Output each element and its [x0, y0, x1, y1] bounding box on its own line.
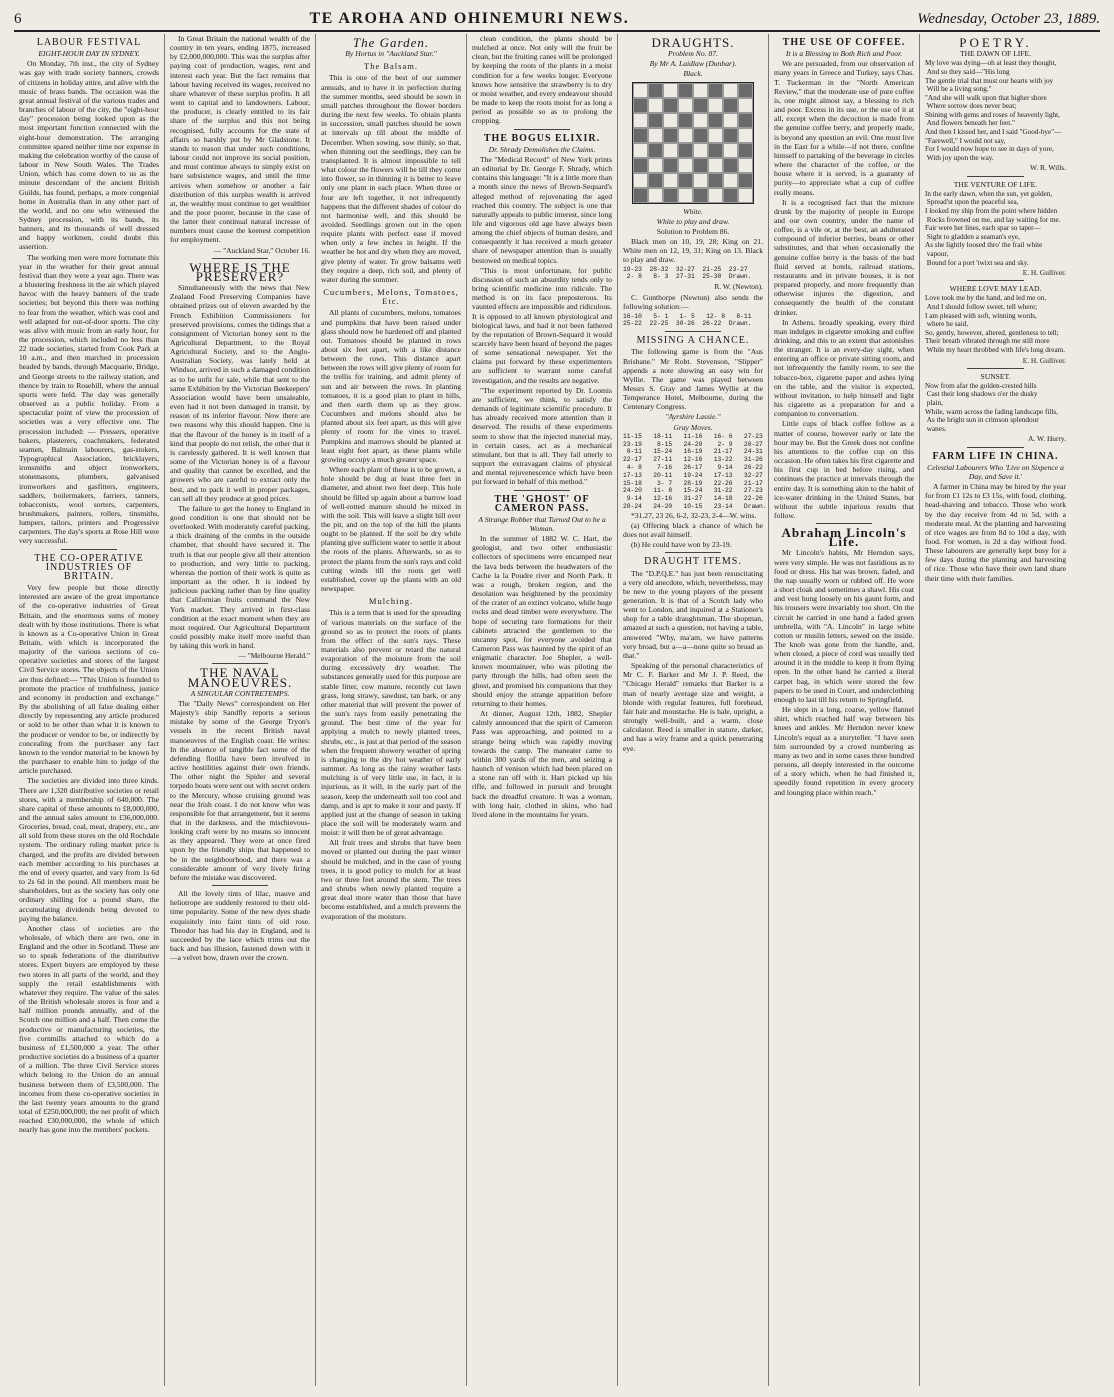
poem-author: E. H. Gulliver.: [1022, 268, 1066, 278]
paragraph: The working men were more fortunate this year in the weather for their great annual festival than they were a year ago. There was a blustering freshness in the air which played havoc with the heavy banners of the trade societies; but beyond this there was nothing to fear from the weather, which was cool and well adapted for out-of-door sports. The city was alive with music from an early hour, for the procession, which included no less than 22 trade societies, started from Cook Park at 10 a.m., and then marched in procession headed by bands, through Macquarie, Bridge, and George streets to the railway station, and thence by train to Rosehill, where the annual sports were held. The day was generally observed as a public holiday. From a spectacular point of view the procession of societies was a very effective one. The procession included: — Pressers, operative bakers, plasterers, coachmakers, federated seamen, Balmain labourers, gas-stokers, Typographical Association, bricklayers, ironsmiths and object ironworkers, stonemasons, plumbers, galvanised ironworkers and gasfitters, engineers, saddlers, boilermakers, farriers, tanners, tobacconists, wool sorters, carpenters, brushmakers, painters, rollers, tinsmiths, lumpers, tailors, printers and Progressive carpenters. The day's sports at Rose Hill were very successful.: [19, 252, 159, 546]
solver: R. W. (Newton).: [714, 282, 763, 292]
paragraph: Speaking of the personal characteristics of Mr C. F. Barker and Mr J. P. Reed, the "Chicago Herald" remarks that Barker is a man of nearly average size and weight, a blonde with regular features, full forehead, fair hair and moustache. He is hale, upright, a strongly well-built, and a warm, close calculator. Reed is smaller in stature, darker, and has a wiry frame and a quick penetrating eye.: [623, 661, 763, 753]
board-square: [663, 143, 678, 158]
divider: [967, 447, 1023, 448]
paragraph: In Athens, broadly speaking, every third man indulges in cigarette smoking and coffee drinking, and this to an extent that astonishes the stranger. It is an every-day sight, when entering an office or private sitting room, and not infrequently the family room, to see the tobacco-box, cigarette paper and ashes lying on the table, and the visitor is expected, without invitation, to help himself and light his cigarette as a preparation for and a companion to conversation.: [774, 317, 914, 419]
headline-co-operative: THE CO-OPERATIVE INDUSTRIES OF BRITAIN.: [34, 552, 144, 582]
board-square: [663, 173, 678, 188]
subhead: Dr. Shrady Demolishes the Claims.: [488, 144, 596, 154]
paragraph: "This is most unfortunate, for public discussion of such an absurdity tends only to bring scientific medicine into ridicule. The method is on its face preposterous. Its vaunted effects are impossible and ridiculous. It is opposed to all known physiological and biological laws, and had it not been fathered by the reputation of Brown-Sequard it would scarcely have been heard of beyond the pages of some sensational newspaper. Yet the claims put forward by these experimenters are sufficient to warrant some careful investigation, and the results are negative.: [472, 265, 612, 385]
headline-missing-chance: MISSING A CHANCE.: [636, 335, 750, 347]
paragraph: All fruit trees and shrubs that have been moved or planted out during the past winter should be mulched, and in the case of young trees, it is good policy to mulch for at least two or three feet around the stem. The trees and shrubs when newly planted require a great deal more water than those that have become established, and a mulch prevents the evaporation of the moisture.: [321, 838, 461, 921]
solution-title: Solution to Problem 86.: [656, 226, 730, 236]
poem-author: A. W. Hurry.: [1028, 434, 1066, 444]
board-square: [693, 158, 708, 173]
paragraph: This is one of the best of our summer annuals, and to have it in perfection during the summer months, seed should be sown in small patches throughout the flower borders during the next few weeks. To obtain plants in succession, small patches should be sown at intervals up till about the middle of December. When sowing, sow thinly, so that, when thinning out the seedlings, they can be transplanted. It is almost impossible to tell what colour the flowers will be till they come into flower, so in thinning it is better to leave only one plant in each place. When three or four are left together, it not infrequently happens that the different shades of colour do not harmonise well, and this should be avoided. Seedlings grown out in the open require plants with perfect ease if moved when only a few inches in height. If the weather be hot and dry when they are moved, give plenty of water. To grow balsams well they require a deep, rich soil, and plenty of water during the summer.: [321, 73, 461, 284]
board-square: [693, 128, 708, 143]
headline-naval-manoeuvres: THE NAVAL MANOEUVRES.: [187, 665, 293, 690]
paragraph: He slept in a long, coarse, yellow flannel shirt, which reached half way between his knees and ankles. Mr Herndon never knew Lincoln's equal as a storyteller. "I have seen him surrounded by a crowd numbering as many as two and in some cases three hundred persons, all deeply interested in the outcome of a story which, when he had finished it, speedily found repetition in every grocery and lounging place within reach.": [774, 705, 914, 797]
paragraph: We are persuaded, from our observation of many years in Greece and Turkey, says Chas. T. Tuckerman in the "North American Review," that the moderate use of pure coffee is, one might almost say, a blessing to rich and poor. Excess in its use, or the use of it at all, except when the decoction is made from the genuine coffee berry, and properly made, is beyond any question an evil. One must live in the East for a while—if not there, confine himself to partaking of the beverage in circles where the character of the coffee, or the house where it is served, is a guaranty of purity—to appreciate what a cup of coffee really means.: [774, 59, 914, 197]
headline-draught-items: DRAUGHT ITEMS.: [644, 556, 742, 568]
board-square: [648, 173, 663, 188]
board-square: [678, 98, 693, 113]
issue-date: Wednesday, October 23, 1889.: [917, 11, 1100, 27]
board-square: [693, 83, 708, 98]
board-square: [633, 83, 648, 98]
board-square: [723, 113, 738, 128]
headline-draughts: DRAUGHTS.: [651, 35, 735, 50]
board-square: [738, 143, 753, 158]
board-square: [648, 158, 663, 173]
headline-garden: The Garden.: [352, 35, 430, 50]
subhead: A SINGULAR CONTRETEMPS.: [190, 688, 290, 698]
headline-labour-festival: LABOUR FESTIVAL: [36, 37, 142, 48]
paragraph: All the lovely tints of lilac, mauve and heliotrope are suddenly restored to their old-time popularity. Some of the new dyes shade exquisitely into faint tints of old rose. Theodor has had his day in England, and is succeeded by the lace which trims out the back and has illusion, fastened down with it—a velvet bow, drawn over the crown.: [170, 889, 310, 963]
paragraph: Mr Lincoln's habits, Mr Herndon says, were very simple. He was not fastidious as to food or dress. His hat was brown, faded, and the nap usually worn or rubbed off. He wore a short cloak and sometimes a shawl. His coat and vest hung loosely on his gaunt form, and his trousers were invariably too short. On the circuit he carried in one hand a faded green umbrella, with "A. Lincoln" in large white cotton or muslin letters, sewed on the inside. The knob was gone from the handle, and, when closed, a piece of cord was usually tied around it in the middle to keep it from flying open. In the other hand he carried a literal carpet bag, in which were stored the few papers to be used in Court, and underclothing enough to last till his return to Springfield.: [774, 548, 914, 704]
board-caption: White to play and draw.: [656, 216, 730, 226]
column-6: [769, 34, 920, 1386]
column-2: [165, 34, 316, 1386]
column-7: [920, 34, 1071, 1386]
board-square: [663, 188, 678, 203]
divider: [212, 258, 268, 259]
headline-farm-life-china: FARM LIFE IN CHINA.: [932, 450, 1059, 462]
problem-number: Problem No. 87.: [668, 49, 718, 59]
board-square: [708, 128, 723, 143]
paragraph: In Great Britain the national wealth of the country in ten years, ending 1875, increased by £2,000,000,000. This was the surplus after paying cost of production, wages, rent and interest each year. But the fact remains that labour having received its wages, received no share whatever of these surplus profits. It all went to capital and to landowners. Labour, the producer, is clearly entitled to its fair share of the surplus and this not being recognised, fully accounts for the state of affairs so harshly put by Mr Gladstone. It stands to reason that under such conditions, labour could not improve its social position, and must continue always to simply exist on bare subsistence wages, and until the time arrives when somehow or another a fair distribution of this surplus wealth is arrived at, the wealthy must continue to get wealthier and the poor poorer, because in the case of the latter their continual natural increase of numbers must cause the keenest competition for employment.: [170, 34, 310, 245]
board-square: [663, 98, 678, 113]
subhead: EIGHT-HOUR DAY IN SYDNEY.: [38, 49, 140, 59]
board-square: [723, 188, 738, 203]
paragraph: The "Medical Record" of New York prints an editorial by Dr. George F. Shrady, which contains this language: "It is a little more than a month since the news of Brown-Sequard's alleged method of rejuvenating the aged reached this country. The subject is one that naturally appeals to public interest, since long life and vigorous old age have always been among the chief objects of human desire, and consequently it has received a much greater share of newspaper attention than is usually bestowed on medical topics.: [472, 154, 612, 265]
subhead-mulching: Mulching.: [368, 596, 414, 607]
board-square: [663, 113, 678, 128]
board-square: [738, 98, 753, 113]
board-square: [723, 83, 738, 98]
board-square: [633, 128, 648, 143]
board-square: [738, 113, 753, 128]
paragraph: The societies are divided into three kinds. There are 1,320 distributive societies or retail stores, with a membership of 640,000. The share capital of these amounts to £8,000,000, and the annual sales amount to £36,000,000. Groceries, bread, coal, meat, drapery, etc., are all sold from these stores on the old Rochdale system. The ordinary ruling market price is charged, and the profits are divided between each member according to his purchases at the end of every quarter, and vary from 1s 6d to 2s 6d in the pound. All members must be shareholders, but as the society has only one ordinary shilling for a pound share, the accumulating dividends being devoted to paying the balance.: [19, 776, 159, 923]
board-square: [708, 158, 723, 173]
opening-name: "Ayrshire Lassie.": [665, 412, 721, 422]
paragraph: The "Daily News" correspondent on Her Majesty's ship Sandfly reports a serious mistake by some of the George Tryon's vessels in the recent British naval manoeuvres of the English coast. He writes: In the absence of tangible fact some of the defending flotilla have been involved in active hostilities against their own friends. The other night the Spider and several torpedo boats were sent out with secret orders to the Mercury, whose cruising ground was near the Irish coast. I do not know who was responsible for that arrangement, but it seems that in the darkness, and the mischievous-looking craft were by no means so innocent as they appeared. They were at once fired upon by the friendly ships that happened to be in the neighbourhood, and there was a considerable amount of very lively firing before the mistake was discovered.: [170, 698, 310, 882]
note: (b) He could have won by 23-19.: [631, 540, 732, 550]
subhead: A Strange Robber that Turned Out to be a Woman.: [478, 514, 606, 533]
subhead-cucumbers: Cucumbers, Melons, Tomatoes, Etc.: [323, 287, 459, 307]
paragraph: Where each plant of these is to be grown, a hole should be dug at least three feet in diameter, and about two feet deep. This hole should be filled up again about a barrow load of well-rotted manure should be mixed in with the soil. This will leave a slight hill over the pit, and on the top of the hill the plants ought to be planted. If the soil be dry while planting give sufficient water to settle it about the roots of the plants. Afterwards, so as to protect the plants from the sun's rays and cold cutting winds till the roots get well established, cover up the plants with an old newspaper.: [321, 465, 461, 594]
board-square: [678, 173, 693, 188]
board-square: [678, 113, 693, 128]
paragraph: A farmer in China may be hired by the year for from £1 12s to £3 15s, with food, clothing, head-shaving and tobacco. Those who work by the day receive from 4d to 5d, with a moderate meal. At the planting and harvesting of rice wages are from 8d to 10d a day, with food. For women, is 2d a day without food. These labourers are generally kept busy for a few days during the planting and harvesting of rice. Those who have their own land share their time with their families.: [925, 482, 1066, 583]
poem-author: E. H. Gulliver.: [1022, 355, 1066, 365]
poem-text: Love took me by the hand, and led me on, And I should follow sweet, tell where; I am pleased with soft, winning words, where he said, So, gently, however, altered, gentleness to tell; Their breath vibrated through me still more While my heart throbbed with life's long dream.: [925, 294, 1066, 354]
newspaper-title: TE AROHA AND OHINEMURI NEWS.: [309, 10, 630, 27]
paragraph: Little cups of black coffee follow as a matter of course, however early or late the hour may be. But the Greek does not confine his attentions to the coffee cup on this occasion. He often takes his first cigarette and his first cup in bed before rising, and continues the practice at intervals through the entire day. It is something akin to the habit of ice-water drinking in the United States, but without the subtle injurious results that follow.: [774, 419, 915, 520]
column-3: [316, 34, 467, 1386]
board-square: [708, 113, 723, 128]
column-5: [618, 34, 769, 1386]
board-square: [708, 98, 723, 113]
poem-title: THE DAWN OF LIFE.: [959, 49, 1032, 59]
poem-title: WHERE LOVE MAY LEAD.: [949, 284, 1042, 294]
note: (a) Offering black a chance of which he does not avail himself.: [623, 520, 763, 540]
paragraph: In the summer of 1882 W. C. Hart, the geologist, and two other enthusiastic collectors of specimens were encamped near the lava beds between the headwaters of the Cache la la Poudre river and North Park. It was a rough, broken region, and the desolation was heightened by the proximity of the crater of an extinct volcano, while huge rocks and dead timber were everywhere. The hope of securing rare formations for their cabinets attracted the gentlemen to the uncanny spot, for everyone avoided that Cameron Pass was haunted by the spirit of an enigmatic character. Joe Shepler, a well-known mountaineer, who was piloting the party through the hills, had often seen the ghost, and promised his companions that they should enjoy the strange apparition before returning to their homes.: [472, 534, 612, 708]
note: *31.27, 23 26, 6-2, 32-23, 2-4—W. wins.: [631, 510, 757, 520]
board-square: [678, 158, 693, 173]
column-4: [467, 34, 618, 1386]
draughts-board: [632, 82, 754, 204]
solution-text: Black men on 10, 19, 28; King on 21. White men on 12, 19, 31; King on 13. Black to play and draw.: [623, 237, 763, 265]
board-square: [738, 83, 753, 98]
headline-preserver: WHERE IS THE PRESERVER?: [189, 259, 291, 284]
board-square: [678, 83, 693, 98]
divider: [967, 280, 1023, 281]
poem-text: My love was dying—oh at least they thought, And so they said—"His long The gentle trial that must our hearts with joy Will be a living song." "And she will walk upon that higher shore Where sorrow does never beat; Shining with gems and roses of heavenly light, And flowers beneath her feet." And then I kissed her, and I said "Good-bye"— "Farewell," I would not say, For I would now hope to see in days of yore, With joy upon the way.: [925, 59, 1062, 162]
poem-text: In the early dawn, when the sun, yet golden, Spread'st upon the peaceful sea, I looked my ship from the point where hidden Rocks frowned on me, and lay waiting for me. Fair were her lines, each spar so taper— Sight to gladden a seaman's eye, As she lightly loosed thro' the frail white vapour, Bound for a port 'twixt sea and sky.: [925, 189, 1061, 267]
divider: [514, 129, 570, 130]
board-square: [633, 98, 648, 113]
paragraph: The "D.P.Q.E." has just been resuscitating a very old anecdote, which, nevertheless, may be new to the young players of the present generation. It is that of a Scotch lady who went to London, and inquired at a Stationer's shop for a table draughtsman. The shopman, amazed at such a question, not having a table, answered "Why, ma'am, we have patterns very broad, but a—a—none quite so broad as that.": [623, 568, 763, 660]
headline-lincoln: Abraham Lincoln's Life.: [781, 525, 907, 550]
board-square: [708, 188, 723, 203]
byline: By Hortus in "Auckland Star.": [345, 49, 437, 59]
board-square: [723, 158, 738, 173]
divider: [967, 176, 1023, 177]
board-square: [678, 188, 693, 203]
board-square: [663, 83, 678, 98]
board-square: [723, 173, 738, 188]
board-label-white: White.: [683, 206, 703, 216]
board-square: [648, 83, 663, 98]
paragraph: On Monday, 7th inst., the city of Sydney was gay with trade society banners, crowds of citizens in holiday attire, and alive with the music of brass bands. The occasion was the great annual festival of the various trades and branches of labour of the city, the "eight-hour day" procession being looked upon as the most important function connected with the eight-hour demonstration. The arranging committee spared neither time nor expense in making the celebration worthy of the cause of labour in New South Wales. The Trades Union, which has come down to us as the minute descendant of the ancient British Guilds, has found, perhaps, a more congenial home in Australia than in any other part of the world, and no one who witnessed the Sydney procession, with its bands, its banners, and its thousands of well dressed and happy workmen, could doubt this assertion.: [19, 59, 159, 252]
headline-poetry: POETRY.: [959, 35, 1032, 50]
divider: [967, 368, 1023, 369]
paragraph: The following game is from the "Aus Brisbane." Mr Robt. Stevenson, "Slipper" appends a note showing an easy win for Wyllie. The game was played between Messrs S. Gray and James Wyllie at the Temperance Hotel, Melbourne, during the Centenary Congress.: [623, 347, 763, 412]
board-square: [648, 113, 663, 128]
subhead-balsam: The Balsam.: [364, 61, 418, 72]
board-square: [738, 188, 753, 203]
solution-moves: 19-23 28-32 32-27 21-25 23-27 2- 8 8- 3 27-31 25-30 Drawn.: [623, 265, 752, 281]
poem-text: Now from afar the golden-crested hills Cast their long shadows o'er the dusky plain, While, warm across the fading landscape fills, As the bright sun in crimson splendour wanes.: [925, 381, 1058, 433]
paragraph: It is a recognised fact that the mixture drunk by the majority of people in Europe and our own country, under the name of coffee, is a vile or, at the best, an adulterated compound of inferior berries, beans or other substitutes, and that when occasionally the genuine coffee berry is the basis of the bad fluid served at hotels, railroad stations, restaurants and in private houses, it is not prepared properly, and more frequently than otherwise injures the digestion, and consequently the health of the constant drinker.: [774, 197, 914, 317]
board-square: [633, 173, 648, 188]
divider: [212, 885, 268, 886]
divider: [61, 549, 117, 550]
divider: [665, 552, 721, 553]
board-square: [648, 143, 663, 158]
subhead: It is a Blessing to Both Rich and Poor.: [785, 49, 903, 59]
board-square: [693, 188, 708, 203]
paragraph: All plants of cucumbers, melons, tomatoes and pumpkins that have been raised under glass should now be hardened off and planted out. Tomatoes should be planted in rows about six feet apart, with a like distance between the rows. This distance apart between the rows will give plenty of room for the trellis for training, and admit plenty of sun and air between the rows. In planting tomatoes, it is a good plan to plant in hills, and then earth them up as they grow. Cucumbers and melons should also be planted about six feet apart, as this will give plenty of room for the vines to travel. Pumpkins and marrows should be planted at least eight feet apart, as these plants while growing occupy a much greater space.: [321, 308, 461, 464]
paragraph: At dinner, August 12th, 1882, Shepler calmly announced that the spirit of Cameron Pass was approaching, and pointed to a strange being which was rapidly moving towards the camp. The maneater came to within 300 yards of the men, and seizing a haunch of venison which had been placed on a stone ran off with it. Hart picked up his rifle, and followed in pursuit and brought back the dreadful creature. It was a woman, with long hair, clothed in skins, who had lived alone in the mountains for years.: [472, 709, 612, 819]
headline-coffee: THE USE OF COFFEE.: [782, 37, 906, 48]
board-square: [723, 128, 738, 143]
divider: [665, 331, 721, 332]
board-square: [633, 188, 648, 203]
paragraph: clean condition, the plants should be mulched at once. Not only will the fruit be clean, but the fruiting canes will be prolonged by keeping the roots of the plants in a moist condition for a few weeks longer. Everyone knows how sensitive the strawberry is to dry or moist weather, and every endeavour should be made to keep the roots moist for as long a period as possible so as to prolong the cropping.: [472, 34, 612, 126]
paragraph: The failure to get the honey to England in good condition is one that should not be overlooked. With moderately careful packing, a thick draining of the combs in the outside chamber, that should have secured it. The truth is that our people give all their attention to production, and very little to packing, whereas the portion of their work is quite as important as the other. It is indeed by judicious packing rather than by fine quality that Californian fruits command the New York market. They arrived in first-class condition at the exact moment when they are most required. Our Agricultural Department could possibly make itself more useful than by taking this work in hand.: [170, 503, 310, 651]
divider: [816, 523, 872, 524]
board-square: [708, 173, 723, 188]
poem-title: THE VENTURE OF LIFE.: [953, 179, 1038, 189]
headline-ghost-cameron-pass: THE 'GHOST' OF CAMERON PASS.: [494, 493, 590, 514]
board-square: [723, 98, 738, 113]
board-square: [693, 98, 708, 113]
divider: [514, 490, 570, 491]
masthead: [14, 6, 1100, 32]
board-square: [738, 173, 753, 188]
source-credit: — "Auckland Star," October 16.: [213, 245, 310, 255]
board-square: [663, 128, 678, 143]
board-square: [648, 98, 663, 113]
paragraph: C. Gunthorpe (Newton) also sends the following solution:—: [623, 293, 763, 312]
paragraph: This is a term that is used for the spreading of various materials on the surface of the ground so as to protect the roots of plants from the effect of the sun's rays. These materials also prevent or retard the natural evaporation of the moisture from the soil during excessively dry weather. The substances generally used for this purpose are stable litter, cow manure, recently cut lawn grass, long strawy, sawdust, tan bark, or any other material that will prevent the power of the sun's rays from easily penetrating the ground. The best time of the year for applying a mulch to newly planted trees, shrubs, etc., is just at that period of the season when the frequent showery weather of spring is changing to the dry hot weather of early summer. As long as the rainy weather lasts mulching is of very little use, in fact, it is injurious, as it will, in the early part of the season, keep the underneath soil too cool and damp, and is apt to make it sour and pasty. If applied just at the change of season in taking place the soil will be moderately warm and moist: it will then be of great advantage.: [321, 608, 461, 838]
board-square: [678, 143, 693, 158]
board-square: [738, 158, 753, 173]
board-square: [648, 188, 663, 203]
paragraph: Simultaneously with the news that New Zealand Food Preserving Companies have obtained prizes out of eleven awarded by the French Exhibition Commissioners for preserved provisions, comes the tidings that a consignment of Victorian honey sent to the Agricultural Department, to the Royal Agricultural Society, and to the Anglo-Australian Society, was lately held at Windsor, arrived in such a damaged condition as to be unfit for sale, while that sent to the same Exhibition by the Victorian Beekeepers' Association would have been unsaleable, even had it not been damaged in transit, by reason of its inferior flavour. Now there are two reasons why this should happen. One is that the flavour of the honey is in itself of a kind that people do not relish, the other that it is carelessly gathered. It is well known that some of the Victorian honey is of a flavour and quality that cannot be excelled, and the growers who are careful to extract only the best, and to pack it well in proper packages, can sell all they produce at good prices.: [170, 283, 310, 503]
board-square: [678, 128, 693, 143]
poem-author: W. R. Wills.: [1029, 163, 1066, 173]
page-number: 6: [14, 11, 22, 27]
board-square: [663, 158, 678, 173]
board-square: [723, 143, 738, 158]
board-square: [693, 173, 708, 188]
board-square: [633, 158, 648, 173]
board-square: [693, 113, 708, 128]
source-credit: — "Melbourne Herald.": [238, 651, 310, 661]
board-square: [633, 143, 648, 158]
subhead: Celestial Labourers Who 'Live on Sixpence a Day, and Save it.': [927, 462, 1064, 481]
headline-bogus-elixir: THE BOGUS ELIXIR.: [483, 132, 601, 144]
poem-title: SUNSET.: [980, 371, 1011, 381]
columns: [14, 34, 1100, 1391]
board-square: [708, 83, 723, 98]
board-label-black: Black.: [683, 69, 703, 79]
paragraph: Another class of societies are the wholesale, of which there are two, one in England and the other in Scotland. These are so to speak federations of the distributive stores. Expert buyers are employed by these two stores in all parts of the world, and they supply the retail establishments with whatever they require. The value of the sales of the British wholesale stores is four and a half million pounds annually, and of the Scotch one million and a half. Then come the productive or manufacturing societies, the five cornmills attached to which do a business of £1,500,000 a year. The other productive societies do a business of a quarter of a million. The three Civil Service stores which belong to the Union do an annual business between them of £3,500,000. The incomes from these co-operative societies in the last twenty years amounts to the grand total of £250,000,000; the net profit of which reached £30,000,000, the whole of which nearly has gone into the members' pockets.: [19, 923, 159, 1135]
paragraph: "The experiment reported by Dr. Loomis are sufficient, we think, to satisfy the demands of legitimate scientific procedure. It has already received more attention than it deserved. The results of these experiments seem to show that the injected material may, in certain cases, act as a mechanical stimulant, but that is all. They fail utterly to support the extravagant claims of physical and mental rejuvenescence which have been put forward in behalf of this method.": [472, 385, 612, 487]
board-square: [648, 128, 663, 143]
paragraph: Very few people but those directly interested are aware of the great importance of the co-operative industries of Great Britain, and the enormous sums of money dealt with by those institutions. There is what is known as a Co-operative Union in Great Britain, with which is incorporated the majority of the various sections of co-operative societies and stores of the largest Civil Service stores. The objects of the Union are thus defined:— "This Union is founded to promote the practice of truthfulness, justice and economy in production and exchange." By the abolishing of all false dealing either directly by representing any article produced or sold to be other than what it is known to the producer or vendor to be, or indirectly by concealing from the purchaser any fact known to the vendor material to be known by the purchaser to enable him to judge of the article purchased.: [19, 583, 159, 776]
players: Gray Moves.: [673, 422, 713, 432]
column-1: [14, 34, 165, 1386]
board-square: [633, 113, 648, 128]
solution-moves-2: 16-10 5- 1 1- 5 12- 8 8-11 25-22 22-25 30-26 26-22 Drawn.: [623, 312, 752, 328]
board-square: [693, 143, 708, 158]
board-square: [738, 128, 753, 143]
game-moves: 11-15 18-11 11-16 16- 6 27-23 23-19 8-15 24-20 2- 9 20-27 8-11 15-24 16-19 21-17 24-31 22-17 27-11 12-16 13-22 31-26 4- 8 7-16 26-17 9-14 26-22 17-13 20-11 19-24 17-13 32-27 15-18 3- 7 28-19 22-26 21-17 24-20 11- 8 15-24 31-22 27-23 9-14 12-16 31-27 14-18 22-26 28-24 24-20 10-15 23-14 Drawn.: [623, 432, 767, 510]
divider: [212, 663, 268, 664]
board-square: [708, 143, 723, 158]
problem-author: By Mr A. Laidlaw (Dunbar).: [649, 59, 737, 69]
